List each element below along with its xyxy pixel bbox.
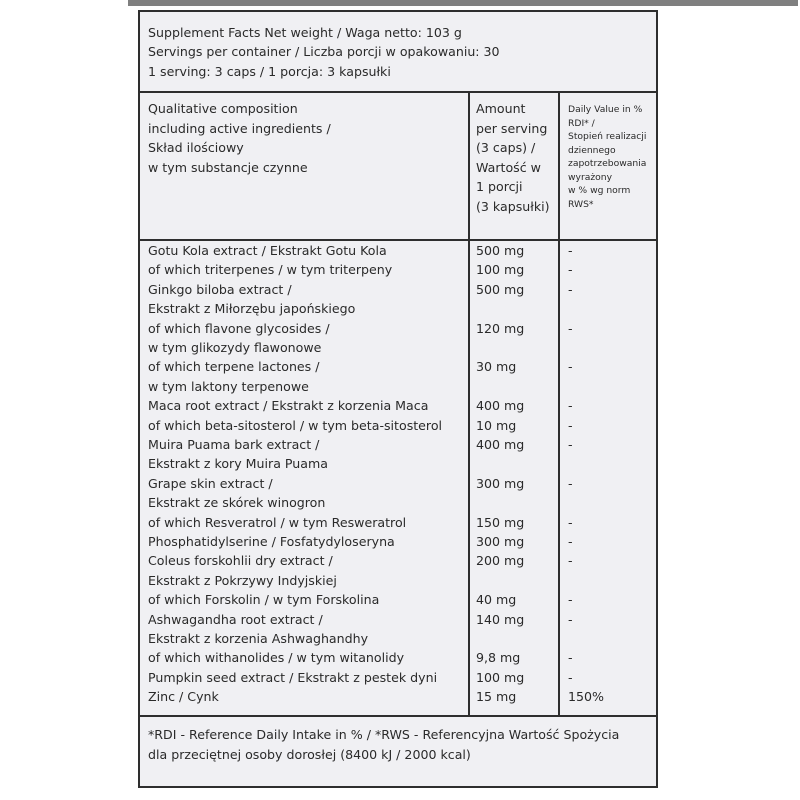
composition-header: Qualitative composition including active ingredients / Skład ilościowy w tym substancje czynne (148, 101, 331, 175)
ingredient-name: Gotu Kola extract / Ekstrakt Gotu Kola (148, 243, 387, 258)
ingredient-daily-value: - (568, 417, 573, 433)
ingredient-amount: 15 mg (476, 689, 517, 705)
ingredient-daily-value: 150% (568, 689, 605, 705)
ingredient-amount: 30 mg (476, 359, 517, 375)
ingredient-name: Ekstrakt z kory Muira Puama (148, 456, 328, 472)
ingredient-name: Ekstrakt z korzenia Ashwaghandhy (148, 631, 369, 646)
ingredient-amount: 9,8 mg (476, 650, 521, 666)
table-row (140, 454, 656, 473)
ingredient-name: Maca root extract / Ekstrakt z korzenia Maca (148, 398, 429, 414)
ingredient-daily-value: - (568, 592, 573, 608)
footnote-line-2: dla przeciętnej osoby dorosłej (8400 kJ / 2000 kcal) (148, 747, 471, 762)
table-row (140, 435, 656, 454)
ingredient-name: of which beta-sitosterol / w tym beta-sitosterol (148, 417, 443, 433)
ingredient-daily-value: - (568, 359, 573, 375)
ingredient-name: of which terpene lactones / (148, 359, 320, 375)
ingredient-daily-value: - (568, 437, 573, 452)
table-row (140, 668, 656, 687)
ingredient-name: of which triterpenes / w tym triterpeny (148, 262, 393, 278)
ingredient-amount: 100 mg (476, 669, 525, 685)
ingredient-name: Muira Puama bark extract / (148, 437, 320, 452)
table-row (140, 590, 656, 609)
ingredient-daily-value: - (568, 475, 573, 491)
table-row (140, 532, 656, 551)
ingredient-daily-value: - (568, 243, 573, 258)
table-row (140, 648, 656, 667)
ingredient-amount: 100 mg (476, 262, 525, 278)
ingredient-daily-value: - (568, 534, 573, 549)
ingredient-amount: 150 mg (476, 514, 525, 530)
ingredient-name: Ginkgo biloba extract / (148, 281, 292, 297)
ingredient-name: Zinc / Cynk (148, 689, 219, 705)
ingredient-name: w tym glikozydy flawonowe (148, 340, 322, 355)
ingredient-name: of which Forskolin / w tym Forskolina (148, 592, 380, 608)
ingredient-name: Ashwagandha root extract / (148, 611, 323, 627)
ingredient-name: Phosphatidylserine / Fosfatydyloseryna (148, 534, 395, 549)
table-row (140, 610, 656, 629)
footnote-line-1: *RDI - Reference Daily Intake in % / *RWS - Referencyjna Wartość Spożycia (148, 727, 620, 742)
ingredient-amount: 500 mg (476, 281, 525, 297)
ingredient-name: of which flavone glycosides / (148, 320, 330, 336)
amount-header: Amount per serving (3 caps) / Wartość w 1 porcji (3 kapsułki) (476, 101, 550, 214)
ingredient-daily-value: - (568, 320, 573, 336)
table-row (140, 687, 656, 706)
table-row (140, 357, 656, 376)
ingredient-name: Grape skin extract / (148, 475, 273, 491)
ingredient-amount: 300 mg (476, 534, 525, 549)
ingredient-name: of which withanolides / w tym witanolidy (148, 650, 405, 666)
daily-value-header: Daily Value in % RDI* / Stopień realizacji dziennego zapotrzebowania wyrażony w % wg norm RWS* (568, 104, 647, 210)
ingredient-daily-value: - (568, 281, 573, 297)
table-row (140, 280, 656, 299)
ingredient-amount: 300 mg (476, 475, 525, 491)
ingredient-amount: 40 mg (476, 592, 517, 608)
serving-size-line: 1 serving: 3 caps / 1 porcja: 3 kapsułki (148, 63, 391, 79)
ingredient-daily-value: - (568, 398, 573, 414)
ingredient-amount: 500 mg (476, 243, 525, 258)
ingredient-daily-value: - (568, 514, 573, 530)
table-row (140, 377, 656, 396)
ingredient-amount: 140 mg (476, 611, 525, 627)
ingredient-name: Coleus forskohlii dry extract / (148, 553, 333, 569)
top-divider (128, 0, 798, 6)
table-row (140, 551, 656, 570)
table-row (140, 629, 656, 648)
net-weight-line: Supplement Facts Net weight / Waga netto: 103 g (148, 25, 462, 40)
table-row (140, 571, 656, 590)
ingredient-name: of which Resveratrol / w tym Resweratrol (148, 514, 407, 530)
table-row (140, 513, 656, 532)
servings-line: Servings per container / Liczba porcji w opakowaniu: 30 (148, 44, 500, 60)
table-row (140, 396, 656, 415)
table-row (140, 299, 656, 318)
ingredient-amount: 400 mg (476, 437, 525, 452)
ingredient-daily-value: - (568, 553, 573, 569)
table-row (140, 260, 656, 279)
table-row (140, 493, 656, 512)
ingredient-daily-value: - (568, 262, 573, 278)
ingredient-daily-value: - (568, 611, 573, 627)
table-row (140, 241, 656, 260)
table-row (140, 474, 656, 493)
ingredient-name: Pumpkin seed extract / Ekstrakt z pestek dyni (148, 669, 438, 685)
table-row (140, 416, 656, 435)
ingredient-name: Ekstrakt ze skórek winogron (148, 495, 326, 511)
column-headers (140, 93, 656, 241)
ingredient-name: Ekstrakt z Pokrzywy Indyjskiej (148, 572, 337, 588)
facts-header (140, 12, 656, 93)
ingredient-amount: 400 mg (476, 398, 525, 414)
footnote (140, 715, 656, 786)
ingredient-daily-value: - (568, 650, 573, 666)
ingredient-daily-value: - (568, 669, 573, 685)
ingredient-amount: 200 mg (476, 553, 525, 569)
table-row (140, 319, 656, 338)
supplement-facts-panel (138, 10, 658, 788)
table-row (140, 338, 656, 357)
ingredient-amount: 120 mg (476, 320, 525, 336)
ingredient-name: w tym laktony terpenowe (148, 378, 309, 394)
ingredient-name: Ekstrakt z Miłorzębu japońskiego (148, 301, 356, 317)
ingredient-amount: 10 mg (476, 417, 517, 433)
